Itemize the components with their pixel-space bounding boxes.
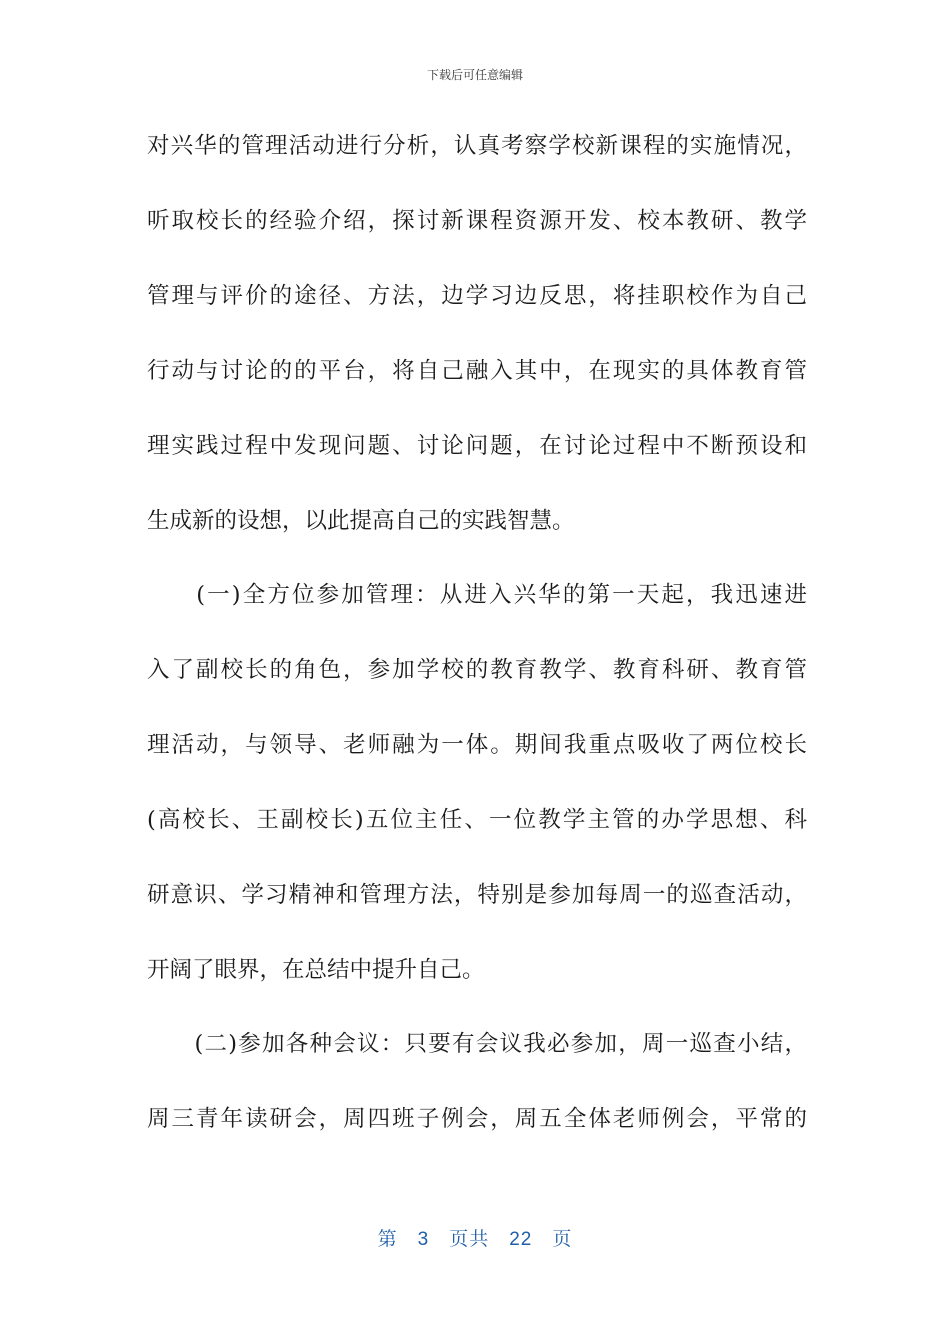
total-page-number: 22 bbox=[509, 1229, 533, 1250]
text-line: 听取校长的经验介绍，探讨新课程资源开发、校本教研、教学 bbox=[147, 208, 807, 234]
text-line: 行动与讨论的的平台，将自己融入其中，在现实的具体教育管 bbox=[147, 358, 807, 384]
page-header: 下载后可任意编辑 bbox=[426, 68, 523, 82]
text-line: 开阔了眼界，在总结中提升自己。 bbox=[147, 957, 485, 983]
text-line: 对兴华的管理活动进行分析，认真考察学校新课程的实施情况， bbox=[147, 133, 807, 159]
text-line: (高校长、王副校长)五位主任、一位教学主管的办学思想、科 bbox=[147, 807, 807, 833]
footer-suffix: 页 bbox=[552, 1229, 573, 1250]
footer-prefix: 第 bbox=[377, 1229, 398, 1250]
text-line: 周三青年读研会，周四班子例会，周五全体老师例会，平常的 bbox=[147, 1106, 807, 1132]
current-page-number: 3 bbox=[417, 1229, 430, 1250]
text-line: 入了副校长的角色，参加学校的教育教学、教育科研、教育管 bbox=[147, 657, 807, 683]
text-line: 研意识、学习精神和管理方法，特别是参加每周一的巡查活动， bbox=[147, 882, 807, 908]
text-line: (一)全方位参加管理：从进入兴华的第一天起，我迅速进 bbox=[147, 582, 807, 608]
text-line: 理实践过程中发现问题、讨论问题，在讨论过程中不断预设和 bbox=[147, 433, 807, 459]
text-line: 管理与评价的途径、方法，边学习边反思，将挂职校作为自己 bbox=[147, 283, 807, 309]
text-line: 理活动，与领导、老师融为一体。期间我重点吸收了两位校长 bbox=[147, 732, 807, 758]
text-line: (二)参加各种会议：只要有会议我必参加，周一巡查小结， bbox=[147, 1031, 807, 1057]
footer-middle: 页共 bbox=[449, 1229, 490, 1250]
page-footer bbox=[0, 1224, 950, 1251]
text-line: 生成新的设想，以此提高自己的实践智慧。 bbox=[147, 508, 575, 534]
